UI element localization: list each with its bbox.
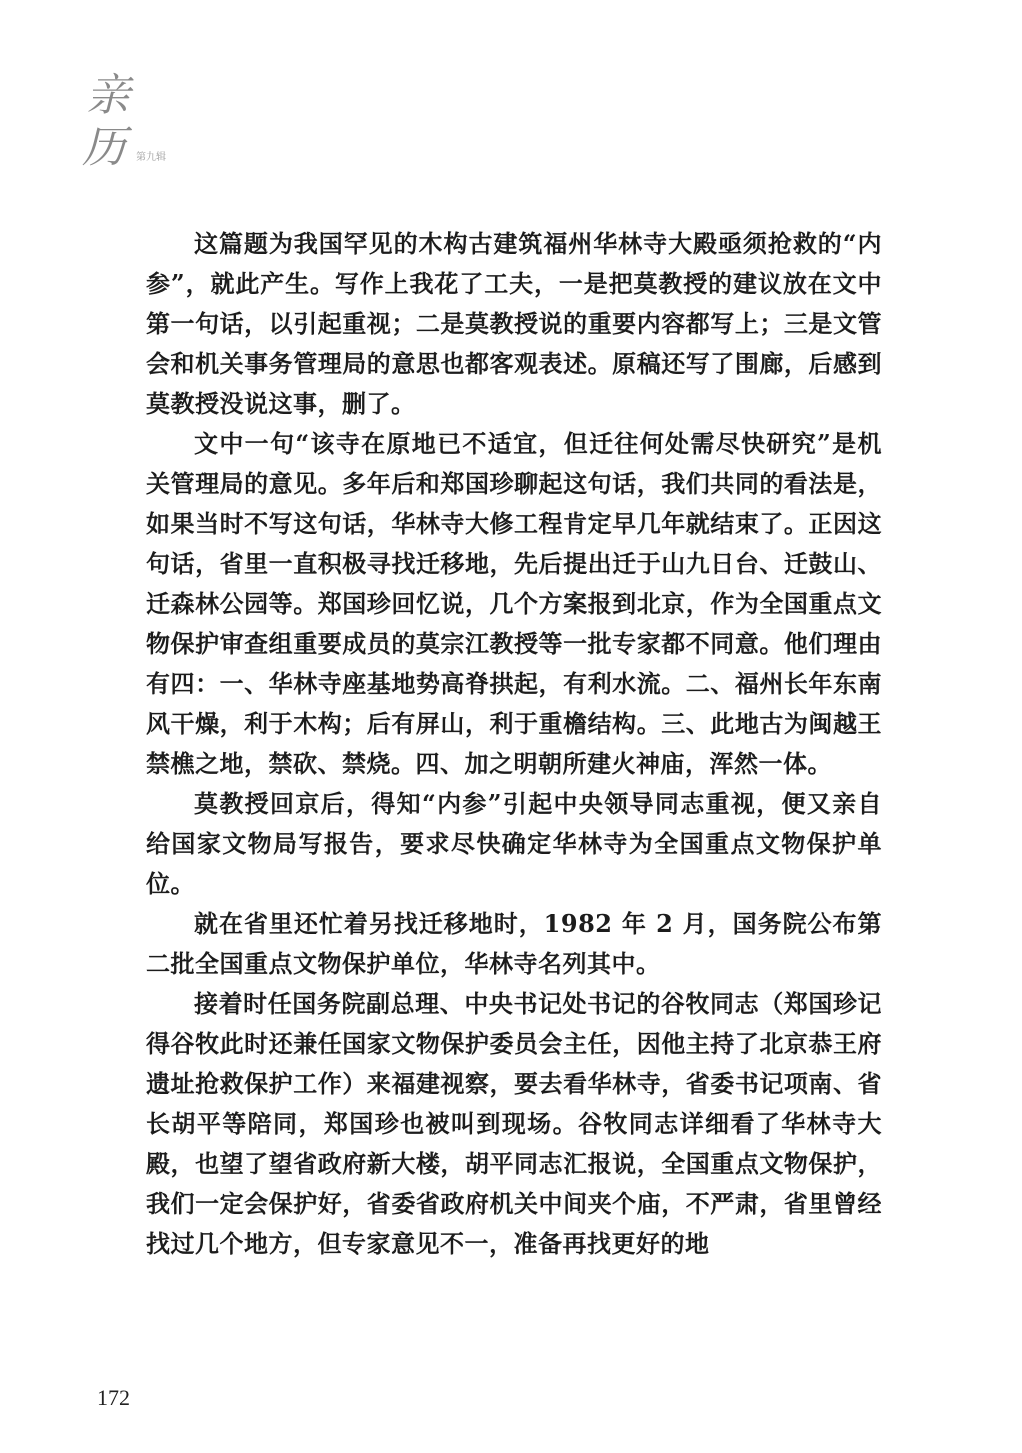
paragraph: 莫教授回京后，得知“内参”引起中央领导同志重视，便又亲自给国家文物局写报告，要求尽快确定华林寺为全国重点文物保护单位。 <box>146 789 882 898</box>
logo-char-qin: 亲 <box>86 70 130 121</box>
page-body <box>146 224 882 1264</box>
paragraph: 就在省里还忙着另找迁移地时，1982 年 2 月，国务院公布第二批全国重点文物保护单位，华林寺名列其中。 <box>146 909 882 978</box>
paragraph: 这篇题为我国罕见的木构古建筑福州华林寺大殿亟须抢救的“内参”，就此产生。写作上我花了工夫，一是把莫教授的建议放在文中第一句话，以引起重视；二是莫教授说的重要内容都写上；三是文管会和机关事务管理局的意思也都客观表述。原稿还写了围廊，后感到莫教授没说这事，删了。 <box>146 229 882 418</box>
paragraph: 接着时任国务院副总理、中央书记处书记的谷牧同志（郑国珍记得谷牧此时还兼任国家文物保护委员会主任，因他主持了北京恭王府遗址抢救保护工作）来福建视察，要去看华林寺，省委书记项南、省长胡平等陪同，郑国珍也被叫到现场。谷牧同志详细看了华林寺大殿，也望了望省政府新大楼，胡平同志汇报说，全国重点文物保护，我们一定会保护好，省委省政府机关中间夹个庙，不严肃，省里曾经找过几个地方，但专家意见不一，准备再找更好的地 <box>146 989 882 1258</box>
series-logo-graphic <box>78 62 174 182</box>
logo-sub-text: 第九辑 <box>136 152 166 163</box>
logo-char-li: 历 <box>82 122 126 173</box>
series-logo <box>78 62 174 182</box>
page-number: 172 <box>97 1385 130 1410</box>
paragraph: 文中一句“该寺在原地已不适宜，但迁往何处需尽快研究”是机关管理局的意见。多年后和郑国珍聊起这句话，我们共同的看法是，如果当时不写这句话，华林寺大修工程肯定早几年就结束了。正因这句话，省里一直积极寻找迁移地，先后提出迁于山九日台、迁鼓山、迁森林公园等。郑国珍回忆说，几个方案报到北京，作为全国重点文物保护审查组重要成员的莫宗江教授等一批专家都不同意。他们理由有四：一、华林寺座基地势高脊拱起，有利水流。二、福州长年东南风干燥，利于木构；后有屏山，利于重檐结构。三、此地古为闽越王禁樵之地，禁砍、禁烧。四、加之明朝所建火神庙，浑然一体。 <box>146 429 882 778</box>
